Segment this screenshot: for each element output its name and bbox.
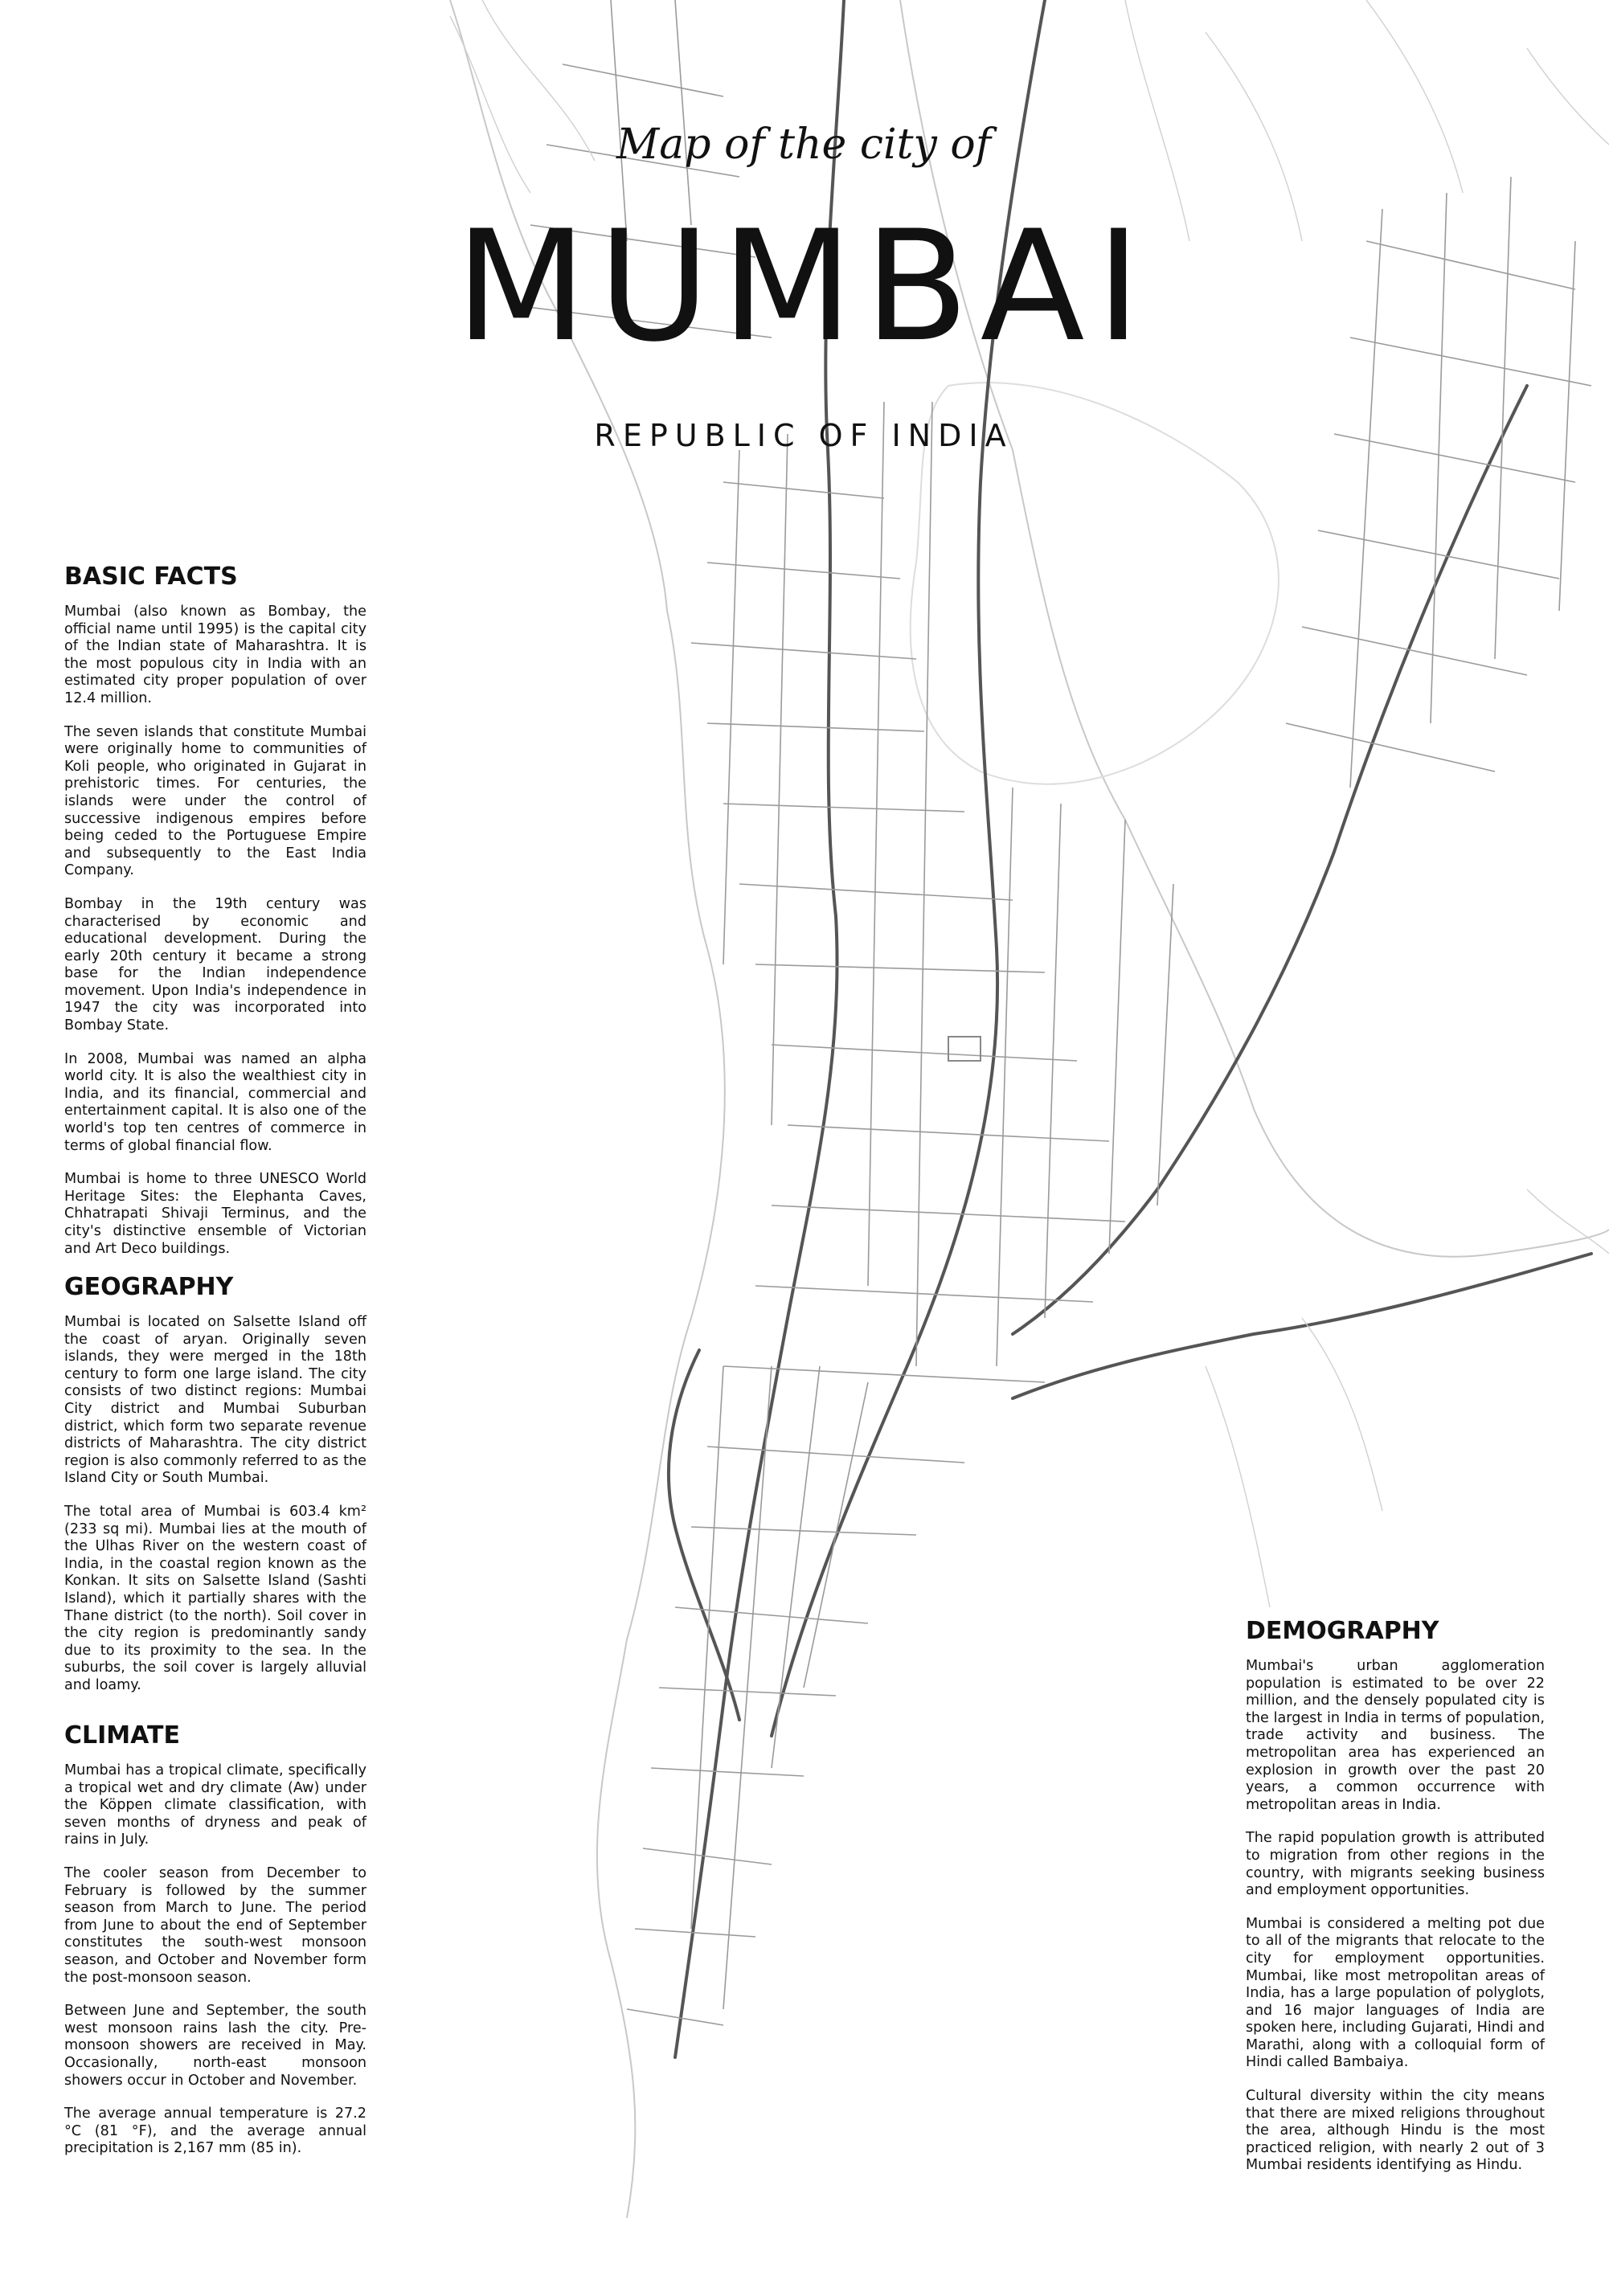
geography-paragraph: The total area of Mumbai is 603.4 km² (233 sq mi). Mumbai lies at the mouth of the Ulhas River on the western coast of India, in the coastal region known as the Konkan. It sits on Salsette Island (Sashti Island), which it partially shares with the Thane district (to the north). Soil cover in the city region is predominantly sandy due to its proximity to the sea. In the suburbs, the soil cover is largely alluvial and loamy. bbox=[64, 1503, 366, 1693]
climate-paragraph: Mumbai has a tropical climate, specifically a tropical wet and dry climate (Aw) under the Köppen climate classification, with seven months of dryness and peak of rains in July. bbox=[64, 1762, 366, 1848]
demography-heading: DEMOGRAPHY bbox=[1246, 1617, 1439, 1645]
basic-facts-paragraph: Bombay in the 19th century was characterised by economic and educational development. During the early 20th century it became a strong base for the Indian independence movement. Upon India's independence in 1947 the city was incorporated into Bombay State. bbox=[64, 895, 366, 1034]
demography-panel bbox=[1246, 1617, 1545, 2191]
climate-paragraph: The average annual temperature is 27.2 °C (81 °F), and the average annual precipitation is 2,167 mm (85 in). bbox=[64, 2106, 366, 2157]
racecourse-outline bbox=[948, 1037, 981, 1061]
climate-panel bbox=[64, 1721, 366, 2174]
page-subtitle: Map of the city of bbox=[616, 121, 991, 169]
climate-heading: CLIMATE bbox=[64, 1721, 180, 1750]
geography-heading: GEOGRAPHY bbox=[64, 1273, 234, 1301]
basic-facts-paragraph: The seven islands that constitute Mumbai were originally home to communities of Koli people, who originated in Gujarat in prehistoric times. For centuries, the islands were under the control of successive indigenous empires before being ceded to the Portuguese Empire and subsequently to the East India Company. bbox=[64, 723, 366, 879]
basic-facts-paragraph: Mumbai is home to three UNESCO World Heritage Sites: the Elephanta Caves, Chhatrapati Shivaji Terminus, and the city's distinctive ensemble of Victorian and Art Deco buildings. bbox=[64, 1171, 366, 1257]
geography-panel bbox=[64, 1273, 366, 1710]
basic-facts-paragraph: Mumbai (also known as Bombay, the official name until 1995) is the capital city of the Indian state of Maharashtra. It is the most populous city in India with an estimated city proper population of over 12.4 million. bbox=[64, 604, 366, 706]
demography-paragraph: Mumbai is considered a melting pot due to all of the migrants that relocate to the city for employment opportunities. Mumbai, like most metropolitan areas of India, has a large population of polyglots, and 16 major languages of India are spoken here, including Gujarati, Hindi and Marathi, along with a colloquial form of Hindi called Bambaiya. bbox=[1246, 1915, 1545, 2071]
climate-paragraph: The cooler season from December to February is followed by the summer season from March to June. The period from June to about the end of September constitutes the south-west monsoon season, and October and November form the post-monsoon season. bbox=[64, 1864, 366, 1986]
basic-facts-panel bbox=[64, 563, 366, 1274]
demography-paragraph: The rapid population growth is attributed to migration from other regions in the country, with migrants seeking business and employment opportunities. bbox=[1246, 1830, 1545, 1899]
country-label: REPUBLIC OF INDIA bbox=[594, 418, 1013, 453]
geography-paragraph: Mumbai is located on Salsette Island off the coast of aryan. Originally seven islands, they were merged in the 18th century to form one large island. The city consists of two distinct regions: Mumbai City district and Mumbai Suburban district, which form two separate revenue districts of Maharashtra. The city district region is also commonly referred to as the Island City or South Mumbai. bbox=[64, 1314, 366, 1487]
climate-paragraph: Between June and September, the south west monsoon rains lash the city. Pre-monsoon showers are received in May. Occasionally, north-east monsoon showers occur in October and November. bbox=[64, 2003, 366, 2089]
demography-paragraph: Cultural diversity within the city means that there are mixed religions throughout the area, although Hindu is the most practiced religion, with nearly 2 out of 3 Mumbai residents identifying as Hindu. bbox=[1246, 2088, 1545, 2174]
basic-facts-heading: BASIC FACTS bbox=[64, 563, 238, 591]
demography-paragraph: Mumbai's urban agglomeration population is estimated to be over 22 million, and the densely populated city is the largest in India in terms of population, trade activity and business. The metropolitan area has experienced an explosion in growth over the past 20 years, a common occurrence with metropolitan areas in India. bbox=[1246, 1658, 1545, 1813]
basic-facts-paragraph: In 2008, Mumbai was named an alpha world city. It is also the wealthiest city in India, and its financial, commercial and entertainment capital. It is also one of the world's top ten centres of commerce in terms of global financial flow. bbox=[64, 1050, 366, 1154]
page-title: MUMBAI bbox=[455, 198, 1153, 375]
